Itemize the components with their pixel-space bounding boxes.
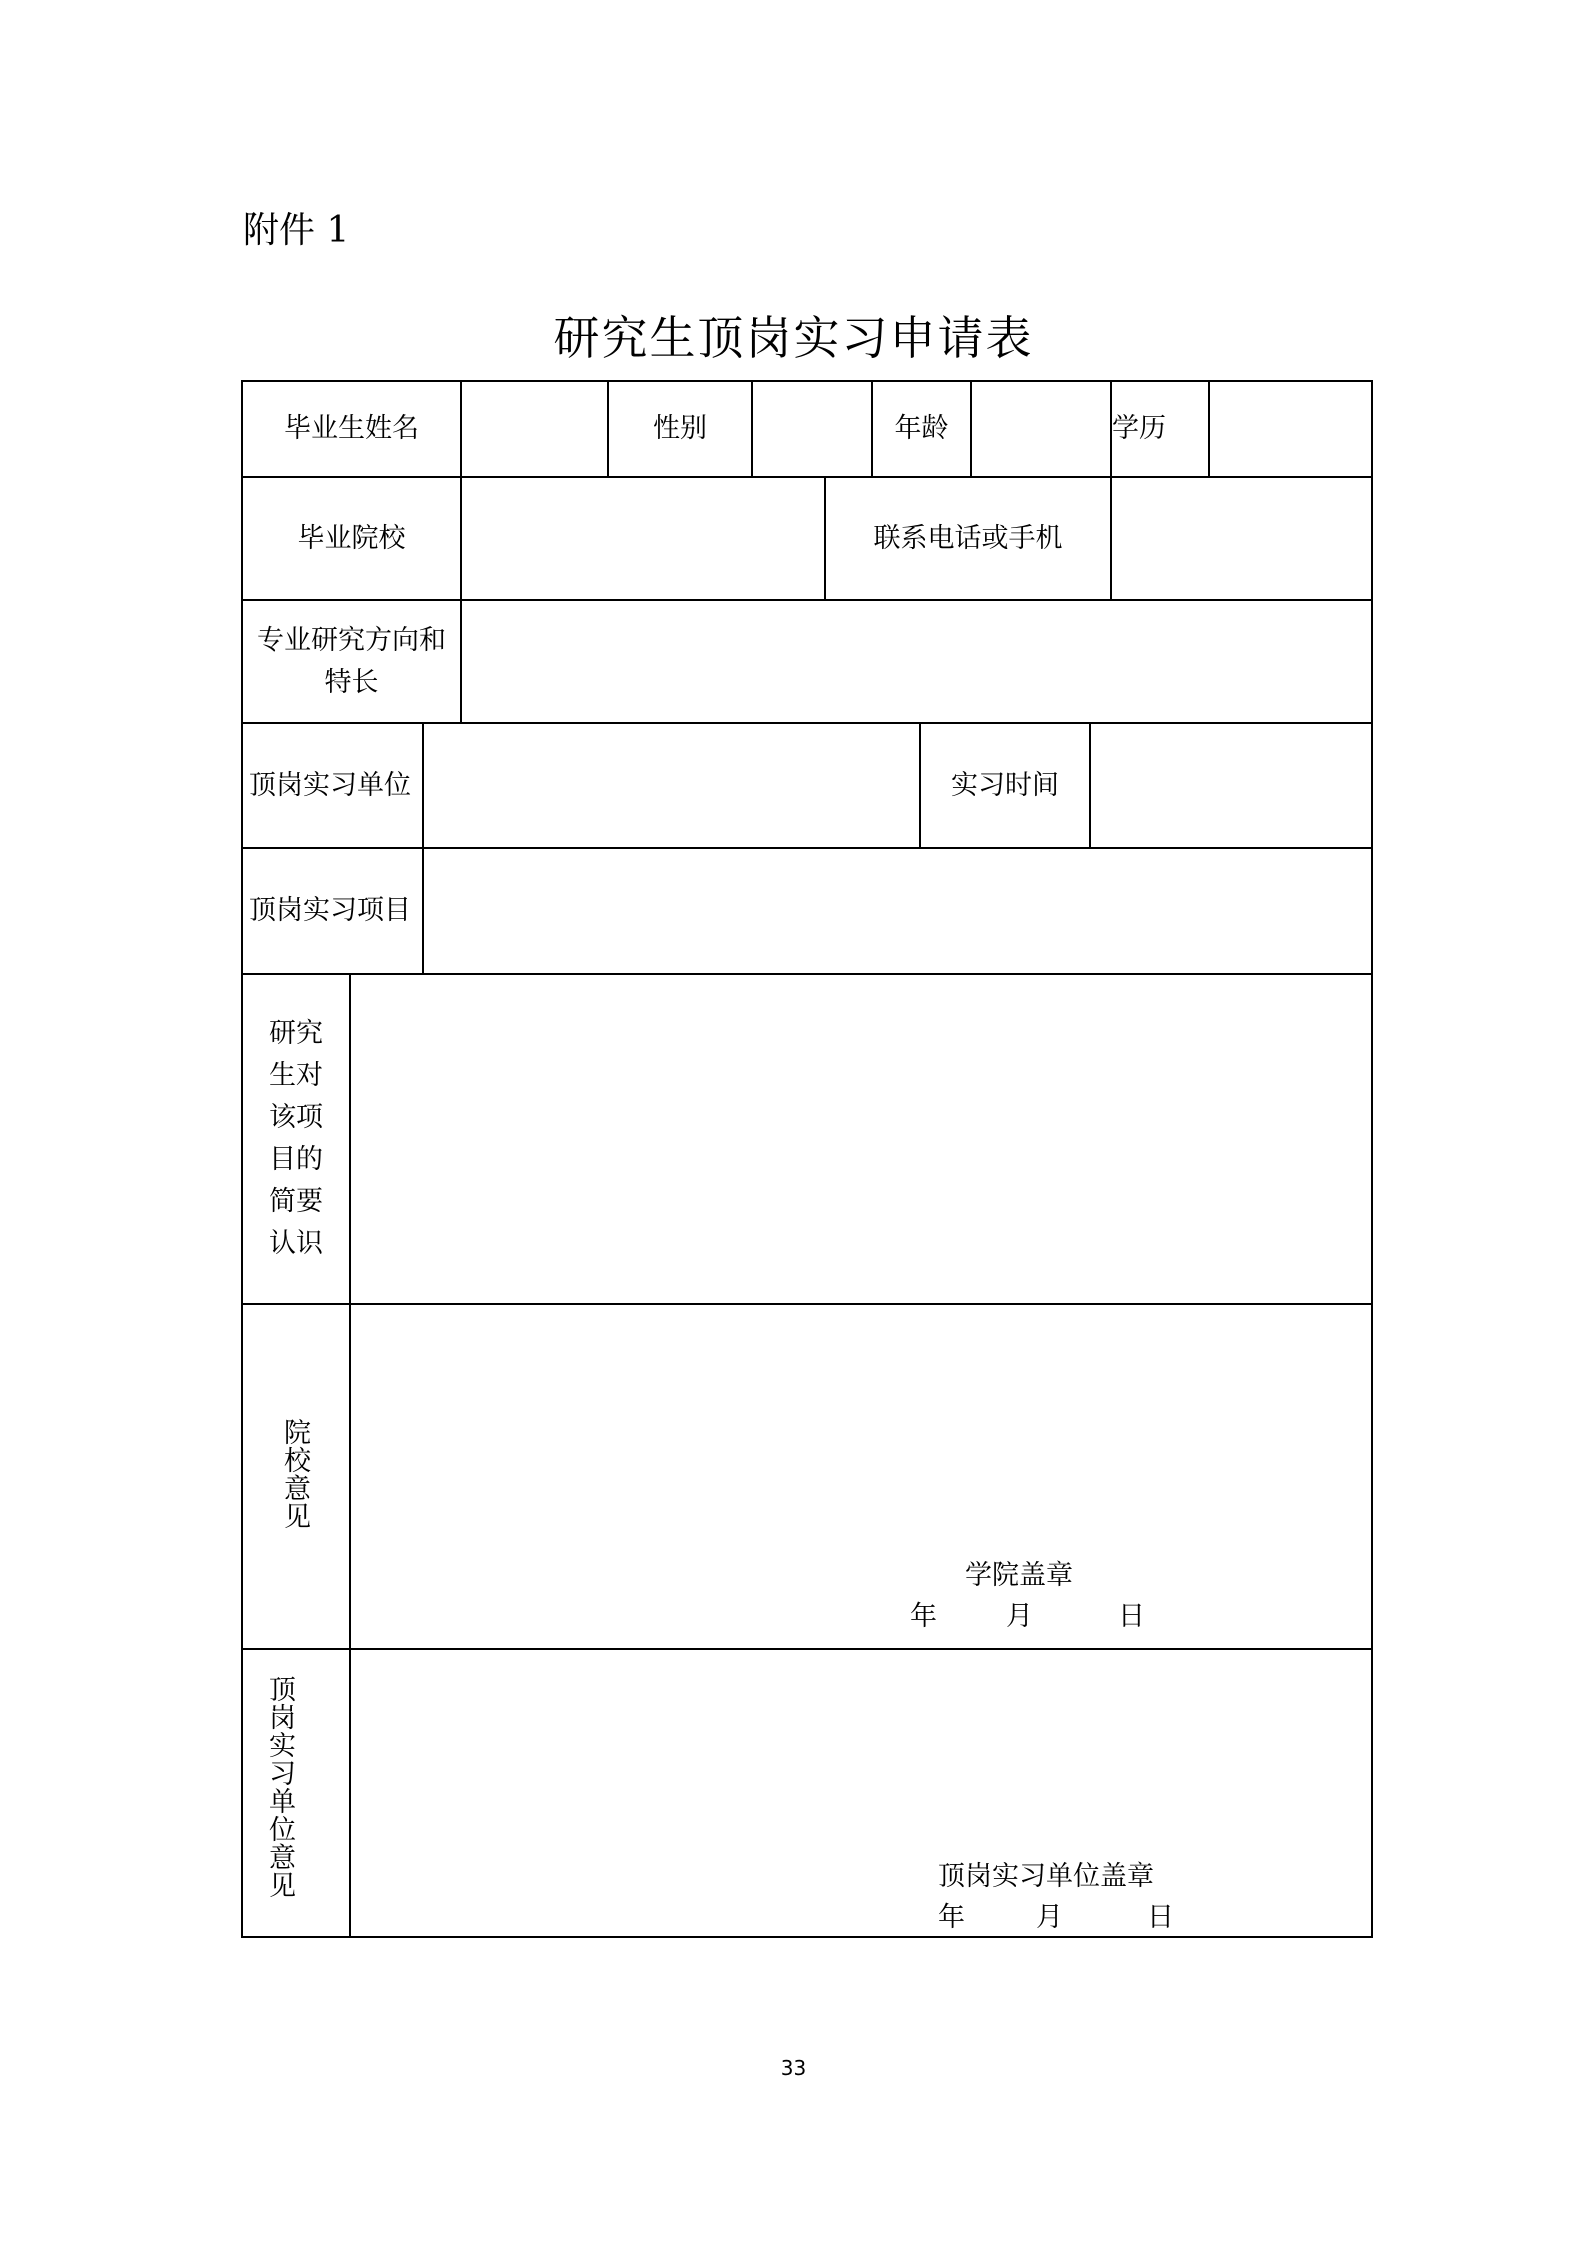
unit-date-day: 日 — [1147, 1902, 1174, 1933]
input-understanding[interactable] — [351, 975, 1371, 1303]
page-number: 33 — [780, 2056, 807, 2080]
input-major[interactable] — [462, 601, 1371, 722]
input-phone[interactable] — [1112, 478, 1371, 599]
input-school[interactable] — [462, 478, 824, 599]
label-project: 顶岗实习项目 — [249, 895, 411, 926]
input-project[interactable] — [424, 849, 1371, 973]
understanding-line-6: 认识 — [269, 1228, 323, 1259]
college-seal-label: 学院盖章 — [965, 1560, 1073, 1591]
college-date-year: 年 — [910, 1601, 937, 1632]
input-name[interactable] — [462, 382, 607, 476]
label-unit-opinion: 顶岗实习单位意见 — [264, 1675, 295, 1899]
label-major-line2: 特长 — [324, 666, 379, 698]
label-major-line1: 专业研究方向和 — [257, 624, 446, 656]
understanding-line-2: 生对 — [269, 1060, 323, 1091]
understanding-line-5: 简要 — [269, 1186, 323, 1217]
unit-date-month: 月 — [1036, 1902, 1063, 1933]
form-title: 研究生顶岗实习申请表 — [553, 311, 1034, 365]
label-unit: 顶岗实习单位 — [249, 769, 411, 801]
label-school-opinion: 院校意见 — [279, 1418, 310, 1530]
input-unit[interactable] — [424, 724, 919, 847]
college-date-day: 日 — [1118, 1601, 1145, 1632]
label-education: 学历 — [1112, 413, 1166, 444]
label-phone: 联系电话或手机 — [873, 522, 1063, 554]
label-gender: 性别 — [653, 413, 707, 444]
label-name: 毕业生姓名 — [284, 413, 419, 444]
attachment-label: 附件 1 — [243, 210, 350, 251]
unit-date-year: 年 — [938, 1902, 965, 1933]
input-gender[interactable] — [753, 382, 871, 476]
understanding-line-3: 该项 — [269, 1102, 323, 1133]
unit-seal-label: 顶岗实习单位盖章 — [938, 1861, 1154, 1892]
label-age: 年龄 — [894, 413, 949, 444]
input-school-opinion[interactable] — [351, 1305, 1371, 1648]
label-major — [243, 601, 460, 722]
understanding-line-1: 研究 — [269, 1018, 323, 1049]
input-unit-opinion[interactable] — [351, 1650, 1371, 1936]
label-period: 实习时间 — [951, 769, 1059, 801]
understanding-line-4: 目的 — [269, 1144, 323, 1175]
input-education[interactable] — [1210, 382, 1371, 476]
college-date-month: 月 — [1006, 1601, 1033, 1632]
label-school: 毕业院校 — [297, 522, 406, 554]
input-age[interactable] — [972, 382, 1110, 476]
label-understanding — [243, 975, 349, 1303]
application-form-table — [241, 380, 1373, 1938]
input-period[interactable] — [1091, 724, 1371, 847]
